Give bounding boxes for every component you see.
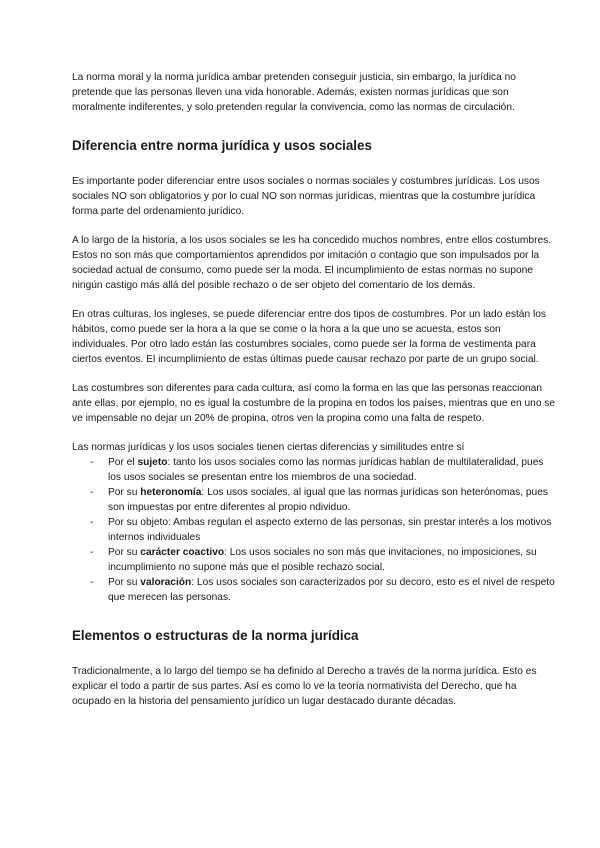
item-text: Por su objeto: Ambas regulan el aspecto externo de las personas, sin prestar interés a los motivos internos individuales — [108, 517, 552, 543]
item-text: Por su — [108, 577, 141, 588]
list-dash: - — [90, 457, 94, 468]
item-text: : Los usos sociales no son más que invitaciones, no imposiciones, su incumplimiento no supone más que el posible rechazo social. — [108, 547, 537, 573]
item-text: Por su — [108, 487, 141, 498]
differences-list — [72, 455, 556, 605]
item-text: Por el — [108, 457, 138, 468]
document-page — [72, 70, 556, 709]
list-item — [72, 575, 556, 605]
heading-elementos: Elementos o estructuras de la norma jurídica — [72, 628, 359, 643]
paragraph-usos-sociales: Es importante poder diferenciar entre usos sociales o normas sociales y costumbres jurídicas. Los usos sociales NO son obligatorios y por lo cual NO son normas jurídicas, mientras que la costumbre jurídica forma parte del ordenamiento jurídico. — [72, 176, 540, 217]
item-text: : tanto los usos sociales como las normas jurídicas hablan de multilateralidad, pues los usos sociales se presentan entre los miembros de una sociedad. — [108, 457, 544, 483]
list-dash: - — [90, 487, 94, 498]
list-dash: - — [90, 517, 94, 528]
paragraph-otras-culturas: En otras culturas, los ingleses, se puede diferenciar entre dos tipos de costumbres. Por un lado están los hábitos, como puede ser la hora a la que se come o la hora a la que uno se acuesta, estos son individuales. Por otro lado están las costumbres sociales, como puede ser la forma de vestimenta para ciertos eventos. El incumplimiento de estas últimas puede causar rechazo por parte de un grupo social. — [72, 309, 546, 365]
paragraph-costumbres: Las costumbres son diferentes para cada cultura, así como la forma en las que las personas reaccionan ante ellas, por ejemplo, no es igual la costumbre de la propina en todos los países, mientras que en uno se ve impensable no dejar un 20% de propina, otros ven la propina como una falta de respeto. — [72, 383, 556, 424]
item-text: : Los usos sociales son caracterizados por su decoro, esto es el nivel de respeto que merecen las personas. — [108, 577, 555, 603]
list-item — [72, 545, 556, 575]
item-bold-term: heteronomía — [140, 487, 202, 498]
item-bold-term: sujeto — [137, 457, 168, 468]
list-dash: - — [90, 547, 94, 558]
paragraph-tradicionalmente: Tradicionalmente, a lo largo del tiempo se ha definido al Derecho a través de la norma jurídica. Esto es explicar el todo a partir de sus partes. Así es como lo ve la teoría normativista del Derecho, que ha ocupado en la historia del pensamiento jurídico un lugar destacado durante décadas. — [72, 666, 537, 707]
list-item — [72, 515, 556, 545]
paragraph-diferencias-intro: Las normas jurídicas y los usos sociales tienen ciertas diferencias y similitudes entre sí — [72, 442, 465, 453]
item-bold-term: valoración — [140, 577, 192, 588]
list-dash: - — [90, 577, 94, 588]
heading-diferencia: Diferencia entre norma jurídica y usos sociales — [72, 138, 372, 153]
item-text: Por su — [108, 547, 141, 558]
paragraph-historia: A lo largo de la historia, a los usos sociales se les ha concedido muchos nombres, entre ellos costumbres. Estos no son más que comportamientos aprendidos por imitación o contagio que son impulsados por la sociedad actual de consumo, como puede ser la moda. El incumplimiento de estas normas no supone ningún castigo más allá del posible rechazo o de ser objeto del comentario de los demás. — [72, 235, 552, 291]
item-bold-term: carácter coactivo — [140, 547, 225, 558]
list-item — [72, 455, 556, 485]
intro-paragraph: La norma moral y la norma jurídica ambar pretenden conseguir justicia, sin embargo, la jurídica no pretende que las personas lleven una vida honorable. Además, existen normas jurídicas que son moralmente indiferentes, y solo pretenden regular la convivencia, como las normas de circulación. — [72, 72, 516, 113]
item-text: : Los usos sociales, al igual que las normas jurídicas son heterónomas, pues son impuestas por entre diferentes al propio ndividuo. — [108, 487, 548, 513]
list-item — [72, 485, 556, 515]
